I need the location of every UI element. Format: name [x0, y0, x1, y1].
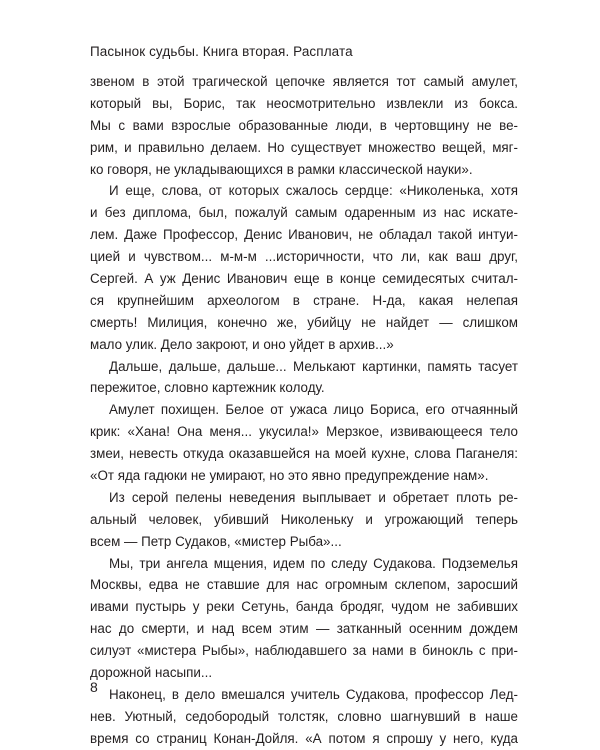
running-head: Пасынок судьбы. Книга вторая. Расплата: [90, 44, 353, 59]
text-line: который вы, Борис, так неосмотрительно извлекли из бокса.: [90, 95, 518, 111]
text-line: крик: «Хана! Она меня... укусила!» Мерзкое, извивающееся тело: [90, 424, 518, 440]
text-line: Наконец, в дело вмешался учитель Судакова, профессор Лед-: [109, 686, 518, 702]
text-line: мало улик. Дело закроют, и оно уйдет в архив...»: [90, 336, 394, 352]
body-text: [90, 71, 518, 750]
text-line: время со страниц Конан-Дойля. «А потом я спрошу у него, куда: [90, 730, 518, 746]
text-line: «От яда гадюки не умирают, но это явно предупреждение нам».: [90, 468, 489, 484]
text-line: рим, и правильно делаем. Но существует множество вещей, мяг-: [90, 139, 518, 155]
text-line: нас до смерти, и над всем этим — затканный осенним дождем: [90, 621, 518, 637]
text-line: Амулет похищен. Белое от ужаса лицо Бориса, его отчаянный: [109, 402, 518, 418]
text-line: И еще, слова, от которых сжалось сердце: «Николенька, хотя: [109, 183, 518, 199]
text-line: дорожной насыпи...: [90, 665, 213, 681]
text-line: Мы, три ангела мщения, идем по следу Судакова. Подземелья: [109, 555, 518, 571]
text-line: Москвы, едва не ставшие для нас огромным склепом, заросший: [90, 577, 518, 593]
text-line: альный человек, убивший Николеньку и угрожающий теперь: [90, 511, 518, 527]
text-line: лем. Даже Профессор, Денис Иванович, не обладал такой интуи-: [90, 227, 518, 243]
text-line: змеи, невесть откуда оказавшейся на моей кухне, слова Паганеля:: [90, 446, 518, 462]
text-line: нев. Уютный, седобородый толстяк, словно шагнувший в наше: [90, 708, 518, 724]
text-line: Дальше, дальше, дальше... Мелькают картинки, память тасует: [109, 358, 518, 374]
text-line: Из серой пелены неведения выплывает и обретает плоть ре-: [109, 489, 518, 505]
text-line: цией и чувством... м-м-м ...историчности, что ли, как ваш друг,: [90, 249, 518, 265]
text-line: и без диплома, был, пожалуй самым одаренным из нас искате-: [90, 205, 518, 221]
text-line: пережитое, словно картежник колоду.: [90, 380, 325, 396]
text-line: Сергей. А уж Денис Иванович еще в конце семидесятых считал-: [90, 271, 518, 287]
text-line: ся крупнейшим археологом в стране. Н-да, какая нелепая: [90, 292, 518, 308]
text-line: всем — Петр Судаков, «мистер Рыба»...: [90, 533, 342, 549]
text-line: Мы с вами взрослые образованные люди, в чертовщину не ве-: [90, 117, 518, 133]
text-line: смерть! Милиция, конечно же, убийцу не найдет — слишком: [90, 314, 518, 330]
text-line: ивами пустырь у реки Сетунь, банда бродяг, чудом не забивших: [90, 599, 518, 615]
text-line: силуэт «мистера Рыбы», наблюдавшего за нами в бинокль с при-: [90, 643, 518, 659]
page-number: 8: [90, 679, 98, 695]
text-line: ко говоря, не укладывающихся в рамки классической науки».: [90, 161, 473, 177]
text-line: звеном в этой трагической цепочке является тот самый амулет,: [90, 74, 518, 89]
